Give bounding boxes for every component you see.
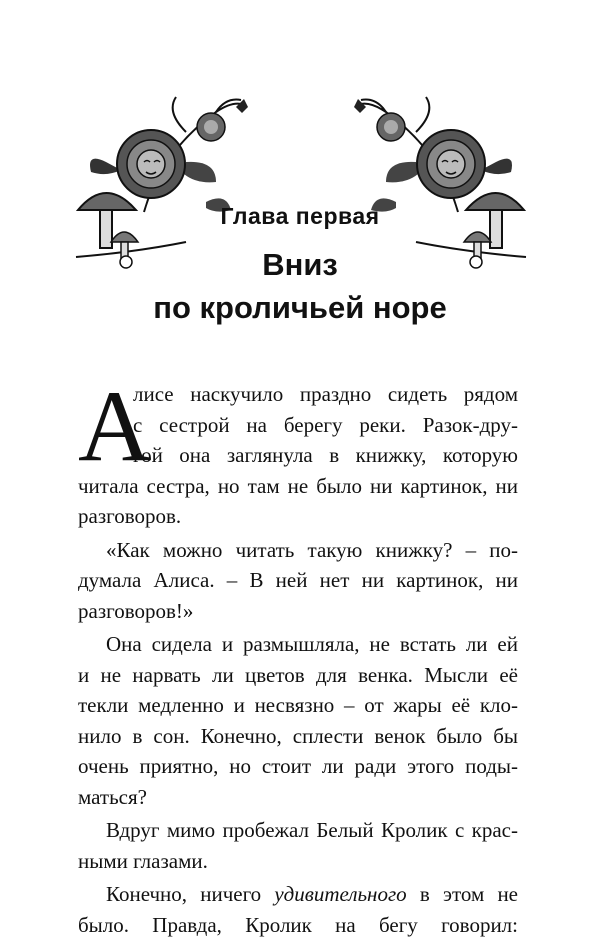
paragraph <box>78 370 518 501</box>
chapter-body <box>78 370 519 940</box>
text-line <box>78 879 518 910</box>
paragraph <box>78 629 518 812</box>
text-line: думала Алиса. – В ней нет ни картинок, ни <box>78 568 518 592</box>
drop-cap: А <box>78 370 152 483</box>
text-run: в этом не <box>406 882 519 906</box>
text-line: читала сестра, но там не было ни картинок, ни <box>78 473 518 498</box>
chapter-title <box>0 243 600 329</box>
text-line: нило в сон. Конечно, сплести венок было бы <box>78 723 518 748</box>
paragraph <box>78 535 518 627</box>
chapter-label: Глава первая <box>220 203 380 229</box>
text-line: было. Правда, Кролик на бегу говорил: <box>78 912 518 937</box>
text-line: «Как можно читать такую книжку? – по- <box>106 537 518 562</box>
chapter-title-line: по кроличьей норе <box>153 290 447 325</box>
text-line: лисе наскучило праздно сидеть рядом <box>133 382 518 406</box>
text-line: разговоров!» <box>78 598 194 623</box>
text-line: разговоров. <box>78 504 182 528</box>
text-line: маться? <box>78 784 147 809</box>
text-line: Вдруг мимо пробежал Белый Кролик с крас- <box>106 818 518 842</box>
paragraph <box>78 815 518 876</box>
text-line: и не нарвать ли цветов для венка. Мысли её <box>78 662 518 687</box>
text-line: очень приятно, но стоит ли ради этого поды- <box>78 754 518 778</box>
text-line: ными глазами. <box>78 848 208 873</box>
text-line: с сестрой на берегу реки. Разок-дру- <box>133 412 518 437</box>
emphasis-text: удивительного <box>274 882 407 906</box>
text-line: гой она заглянула в книжку, которую <box>133 443 518 467</box>
paragraph <box>78 879 518 940</box>
text-line: Она сидела и размышляла, не встать ли ей <box>106 632 518 656</box>
chapter-title-line: Вниз <box>262 247 338 282</box>
text-line: текли медленно и несвязно – от жары её кло- <box>78 693 518 717</box>
text-run: Конечно, ничего <box>106 882 275 906</box>
